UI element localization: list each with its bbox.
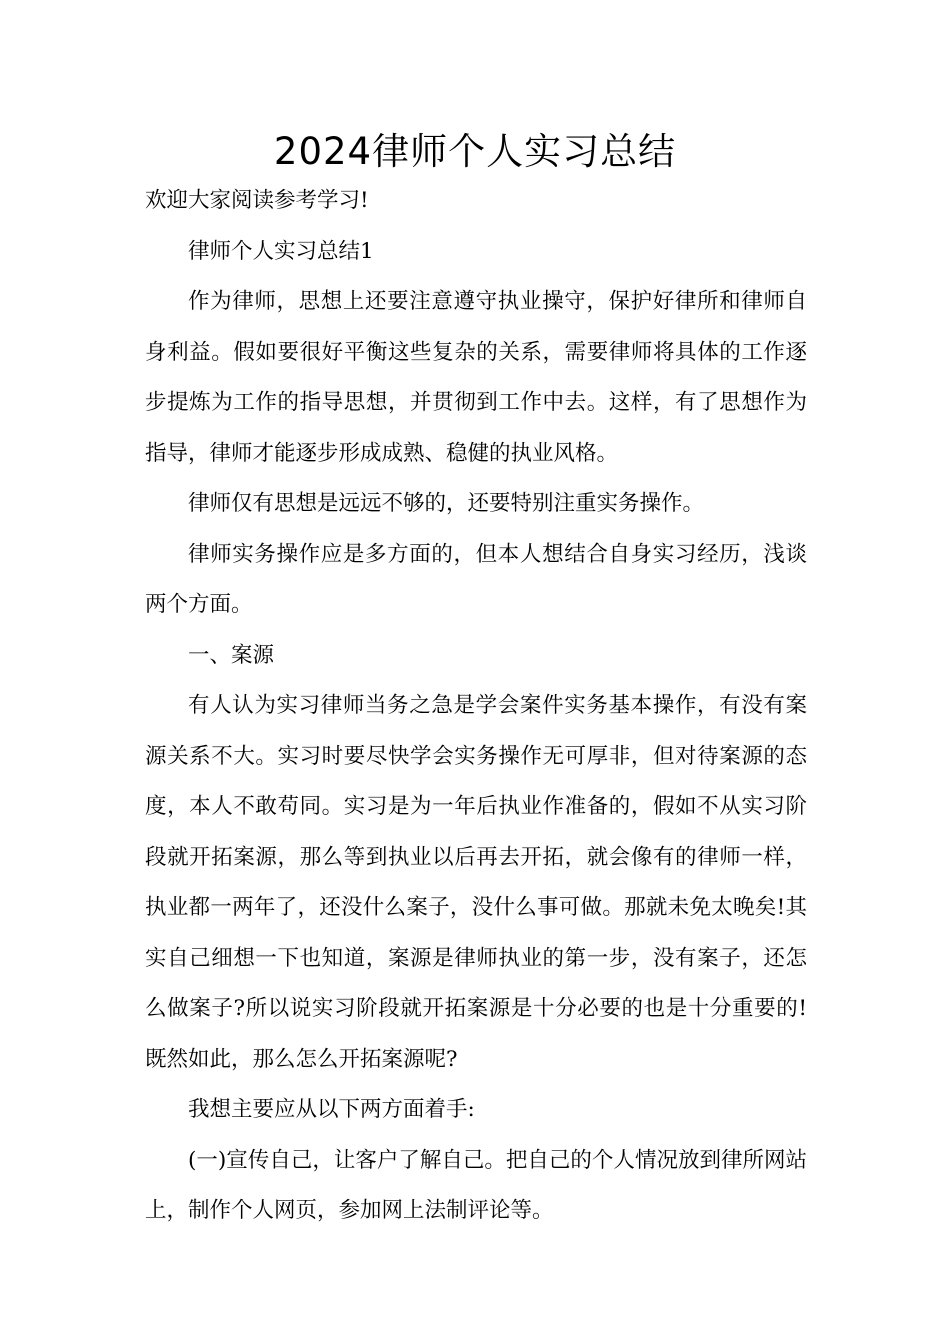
paragraph: 有人认为实习律师当务之急是学会案件实务基本操作，有没有案源关系不大。实习时要尽快学会实务操作无可厚非，但对待案源的态度，本人不敢苟同。实习是为一年后执业作准备的，假如不从实习阶段就开拓案源，那么等到执业以后再去开拓，就会像有的律师一样，执业都一两年了，还没什么案子，没什么事可做。那就未免太晚矣!其实自己细想一下也知道，案源是律师执业的第一步，没有案子，还怎么做案子?所以说实习阶段就开拓案源是十分必要的也是十分重要的!既然如此，那么怎么开拓案源呢? bbox=[145, 693, 807, 1072]
paragraph: 我想主要应从以下两方面着手: bbox=[188, 1097, 475, 1122]
section-heading: 一、案源 bbox=[188, 642, 275, 668]
paragraph: 作为律师，思想上还要注意遵守执业操守，保护好律所和律师自身利益。假如要很好平衡这些复杂的关系，需要律师将具体的工作逐步提炼为工作的指导思想，并贯彻到工作中去。这样，有了思想作为指导，律师才能逐步形成成熟、稳健的执业风格。 bbox=[145, 289, 807, 466]
paragraph: (一)宣传自己，让客户了解自己。把自己的个人情况放到律所网站上，制作个人网页，参加网上法制评论等。 bbox=[145, 1147, 807, 1223]
paragraph: 律师实务操作应是多方面的，但本人想结合自身实习经历，浅谈两个方面。 bbox=[145, 541, 807, 617]
section-subtitle: 律师个人实习总结1 bbox=[188, 238, 374, 264]
document-body bbox=[145, 176, 807, 1237]
paragraph: 律师仅有思想是远远不够的，还要特别注重实务操作。 bbox=[188, 491, 705, 516]
intro-line: 欢迎大家阅读参考学习! bbox=[145, 188, 369, 213]
document-title: 2024律师个人实习总结 bbox=[273, 130, 677, 173]
